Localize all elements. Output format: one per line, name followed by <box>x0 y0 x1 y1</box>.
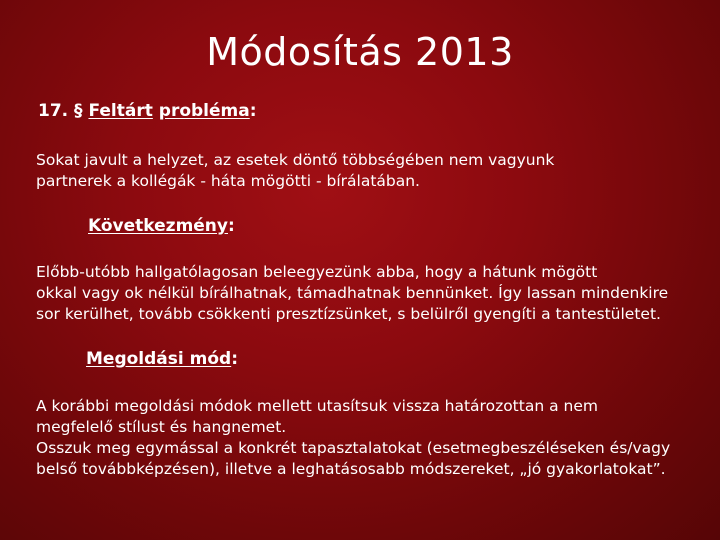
problem-text: Sokat javult a helyzet, az esetek döntő többségében nem vagyunk partnerek a kollégák - háta mögötti - bírálatában. <box>36 151 555 190</box>
section-heading-word-2: probléma <box>158 101 250 121</box>
consequence-heading-colon: : <box>228 216 235 236</box>
solution-heading <box>86 348 238 370</box>
consequence-text: Előbb-utóbb hallgatólagosan beleegyezünk abba, hogy a hátunk mögött okkal vagy ok nélkül bírálhatnak, támadhatnak bennünket. Így lassan mindenkire sor kerülhet, tovább csökkenti presztízsünket, s belülről gyengíti a tantestületet. <box>36 263 669 323</box>
solution-text: A korábbi megoldási módok mellett utasítsuk vissza határozottan a nem megfelelő stílust és hangnemet. Osszuk meg egymással a konkrét tapasztalatokat (esetmegbeszéléseken és/vagy belső továbbképzésen), illetve a leghatásosabb módszereket, „jó gyakorlatokat”. <box>36 397 671 478</box>
consequence-heading-label: Következmény <box>88 216 228 236</box>
slide-title: Módosítás 2013 <box>206 30 514 74</box>
solution-heading-colon: : <box>231 349 239 369</box>
section-heading <box>38 100 257 122</box>
solution-heading-label: Megoldási mód <box>86 349 232 369</box>
consequence-heading <box>88 215 235 237</box>
section-heading-colon: : <box>249 101 257 121</box>
section-number: 17. § <box>38 101 83 121</box>
section-heading-word-1: Feltárt <box>88 101 153 121</box>
